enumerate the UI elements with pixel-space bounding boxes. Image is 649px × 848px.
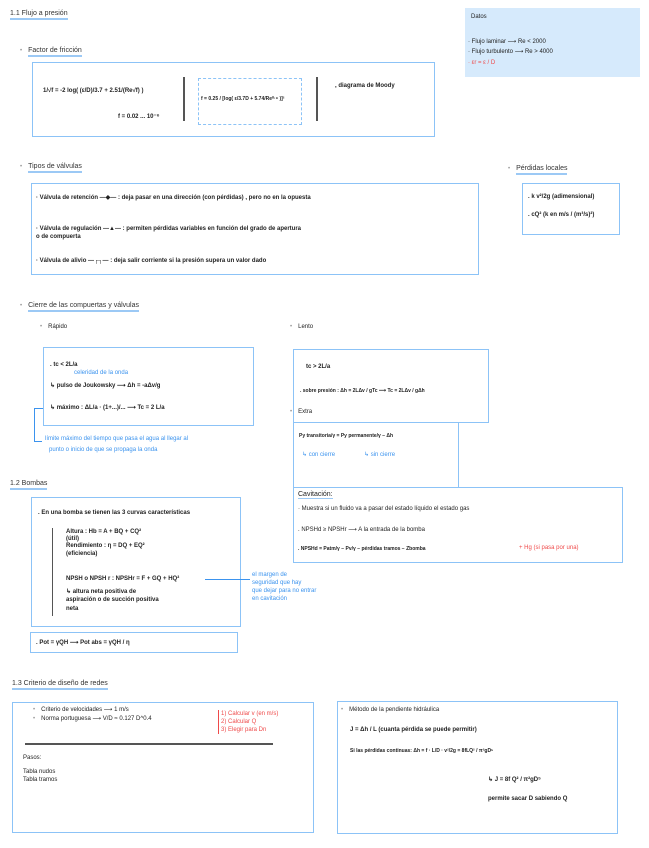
fast-line: celeridad de la onda (74, 370, 129, 376)
criteria-item: Criterio de velocidades ⟶ 1 m/s (41, 707, 129, 713)
valve-item: o de compuerta (36, 234, 81, 240)
valve-item: · Válvula de retención —◆— : deja pasar en una dirección (con pérdidas) , pero no en la opuesta (36, 195, 311, 201)
cavitation-line: · Muestra si un fluido va a pasar del estado líquido el estado gas (298, 506, 470, 512)
power-formula: . Pot = γQH ⟶ Pot abs = γQH / η (36, 640, 130, 646)
cavitation-title: Cavitación: (298, 491, 333, 498)
slow-line: . sobre presión : Δh = 2LΔv / gTc ⟶ Tc = 2LΔv / gΔh (300, 388, 425, 394)
datos-relative: · εr = ε / D (468, 60, 496, 66)
pump-line: (útil) (66, 536, 79, 542)
fast-closure-box (43, 347, 254, 426)
section-title-redes: 1.3 Criterio de diseño de redes (12, 680, 108, 690)
closure-heading: Cierre de las compuertas y válvulas (28, 302, 139, 312)
tabla-nudos: Tabla nudos (23, 769, 56, 775)
local-loss-item: . k v²/2g (adimensional) (528, 194, 595, 200)
cavitation-line: . NPSHd ≥ NPSHr ⟶ A la entrada de la bomba (298, 527, 425, 533)
valve-item: · Válvula de alivio —┌┐— : deja salir corriente si la presión supera un valor dado (36, 258, 267, 264)
colebrook-note: f = 0.02 ... 10⁻⁶ (118, 114, 160, 120)
pump-line: ↳ altura neta positiva de (66, 589, 137, 595)
moody-note: , diagrama de Moody (335, 83, 395, 89)
fast-line: ↳ pulso de Joukowsky ⟶ Δh = -aΔv/g (50, 383, 161, 389)
pump-line: Rendimiento : η = DQ + EQ² (66, 543, 145, 549)
fast-note: límite máximo del tiempo que pasa el agua al llegar al (45, 436, 189, 442)
npsh-note: el margen de seguridad que hay que dejar para no entrar en cavitación (252, 572, 317, 602)
network-design-box: • Criterio de velocidades ⟶ 1 m/s • Norma portuguesa ⟶ V/D ≈ 0.127 D^0.4 1) Calcular v (en m/s) 2) Calcular Q 3) Elegir para Dn Pasos: Tabla nudos Tabla tramos (12, 702, 314, 833)
section-title-flujo: 1.1 Flujo a presión (10, 10, 68, 20)
valves-heading: Tipos de válvulas (28, 163, 82, 173)
method-line: Si las pérdidas continuas: Δh = f · L/D · v²/2g = 8fLQ² / π²gD⁵ (350, 748, 494, 754)
notes-page: 1.1 Flujo a presión Datos · Flujo laminar ⟶ Re < 2000 · Flujo turbulento ⟶ Re > 4000 · εr = ε / D • Factor de fricción 1/√f = -2 log( (ε/D)/3.7 + 2.51/(Re√f) ) f = 0.02 ... 10⁻⁶ f = 0.25 / [log( ε/3.7D + 5.74/Re⁰·⁹ )]² , diagrama de Moody • Tipos de válvulas · Válvula de retención —◆— : deja pasar en una dirección (con pérdidas) , pero no en la opuesta · Válvula de regulación —▲— : permiten pérdidas variables en función del grado de apertura o de compuerta · Válvula de alivio —┌┐— : deja salir corriente si la presión supera un valor dado • Pérdidas locales . k v²/2g (adimensional) . cQ² (k en m/s / (m³/s)²) • Cierre de las compuertas y válvulas • Rápido . tc < 2L/a celeridad de la onda ↳ pulso de Joukowsky ⟶ Δh = -aΔv/g ↳ máximo : ΔL/a · (1+...)/... ⟶ Tc = 2 L/a límite máximo del tiempo que pasa el agua al llegar al punto o inicio de que se propaga la onda • Lento tc > 2L/a . sobre presión : Δh = 2LΔv / gTc ⟶ Tc = 2LΔv / gΔh • Extra Py transitoria/γ = Py permanente/γ − Δh ↳ con cierre ↳ sin cierre 1.2 Bombas . En una bomba se tienen las 3 curvas características Altura : Hb = A + BQ + CQ² (útil) Rendimiento : η = DQ + EQ² (eficiencia) NPSH o NPSH r : NPSHr = F + GQ + HQ² ↳ altura neta positiva de aspiración o de succión positiva neta . Pot = γQH ⟶ Pot abs = γQH / η el margen de seguridad que hay que dejar para no entrar en cavitación Cavitación: · Muestra si un fluido va a pasar del estado líquido el estado gas . NPSHd ≥ NPSHr ⟶ A la entrada de la bomba . NPSHd = Patm/γ − Pv/γ − pérdidas tramos − Zbomba + Hg (si pasa por una) 1.3 Criterio de diseño de redes • Criterio de velocidades ⟶ 1 m/s • Norma portuguesa ⟶ V/D ≈ 0.127 D^0.4 1) Calcular v (en m/s) 2) Calcular Q 3) Elegir para Dn Pasos: Tabla nudos Tabla tramos • Método de la pendiente hidráulica J = Δh / L (cuanta pérdida se puede permitir) Si las pérdidas continuas: Δh = f · L/D · v²/2g = 8fLQ² / π²gD⁵ ↳ J = 8f Q² / π²gD⁵ permite sacar D sabiendo Q (0, 0, 649, 848)
method-line: permite sacar D sabiendo Q (488, 796, 568, 802)
cavitation-box (293, 487, 623, 563)
steps-note: 1) Calcular v (en m/s) 2) Calcular Q 3) Elegir para Dn (218, 710, 278, 734)
method-line: J = Δh / L (cuanta pérdida se puede permitir) (350, 727, 477, 733)
extra-equation: Py transitoria/γ = Py permanente/γ − Δh (299, 433, 394, 439)
fast-line: . tc < 2L/a (50, 362, 78, 368)
method-line: ↳ J = 8f Q² / π²gD⁵ (488, 777, 541, 783)
pump-line: NPSH o NPSH r : NPSHr = F + GQ + HQ² (66, 576, 180, 582)
datos-item: · Flujo laminar ⟶ Re < 2000 (468, 39, 546, 45)
method-title: Método de la pendiente hidráulica (349, 707, 440, 713)
power-box (30, 632, 238, 653)
swamee-formula: f = 0.25 / [log( ε/3.7D + 5.74/Re⁰·⁹ )]² (201, 96, 285, 102)
colebrook-formula: 1/√f = -2 log( (ε/D)/3.7 + 2.51/(Re√f) ) (43, 88, 144, 94)
pump-line: neta (66, 606, 79, 612)
pump-box (31, 497, 241, 627)
extra-without-closure: ↳ sin cierre (364, 452, 396, 458)
local-loss-item: . cQ² (k en m/s / (m³/s)²) (528, 212, 595, 218)
local-losses-heading: Pérdidas locales (516, 165, 567, 175)
fast-heading: Rápido (48, 324, 68, 330)
friction-box (32, 62, 435, 137)
hydraulic-slope-box: • Método de la pendiente hidráulica J = Δh / L (cuanta pérdida se puede permitir) Si las pérdidas continuas: Δh = f · L/D · v²/2g = 8fLQ² / π²gD⁵ ↳ J = 8f Q² / π²gD⁵ permite sacar D sabiendo Q (337, 701, 618, 834)
extra-heading: Extra (298, 409, 313, 415)
cavitation-note: + Hg (si pasa por una) (519, 545, 579, 551)
datos-box (465, 8, 640, 77)
pump-line: aspiración o de succión positiva (66, 597, 159, 603)
slow-line: tc > 2L/a (306, 364, 331, 370)
pump-line: (eficiencia) (66, 551, 98, 557)
slow-closure-box (293, 349, 489, 423)
fast-line: ↳ máximo : ΔL/a · (1+...)/... ⟶ Tc = 2 L/a (50, 405, 165, 411)
slow-heading: Lento (298, 324, 314, 330)
valve-item: · Válvula de regulación —▲— : permiten pérdidas variables en función del grado de apertura (36, 226, 302, 232)
datos-title: Datos (471, 14, 487, 20)
pump-line: Altura : Hb = A + BQ + CQ² (66, 529, 142, 535)
friction-heading: Factor de fricción (28, 47, 82, 57)
cavitation-line: . NPSHd = Patm/γ − Pv/γ − pérdidas tramos − Zbomba (298, 546, 426, 552)
extra-with-closure: ↳ con cierre (302, 452, 336, 458)
section-title-bombas: 1.2 Bombas (10, 480, 47, 490)
local-losses-box (522, 183, 620, 235)
tabla-tramos: Tabla tramos (23, 777, 58, 783)
criteria-item: Norma portuguesa ⟶ V/D ≈ 0.127 D^0.4 (41, 716, 152, 722)
pasos-label: Pasos: (23, 755, 42, 761)
datos-item: · Flujo turbulento ⟶ Re > 4000 (468, 49, 553, 55)
pump-line: . En una bomba se tienen las 3 curvas características (38, 510, 191, 516)
fast-note: punto o inicio de que se propaga la onda (49, 447, 158, 453)
valves-box (31, 183, 479, 275)
